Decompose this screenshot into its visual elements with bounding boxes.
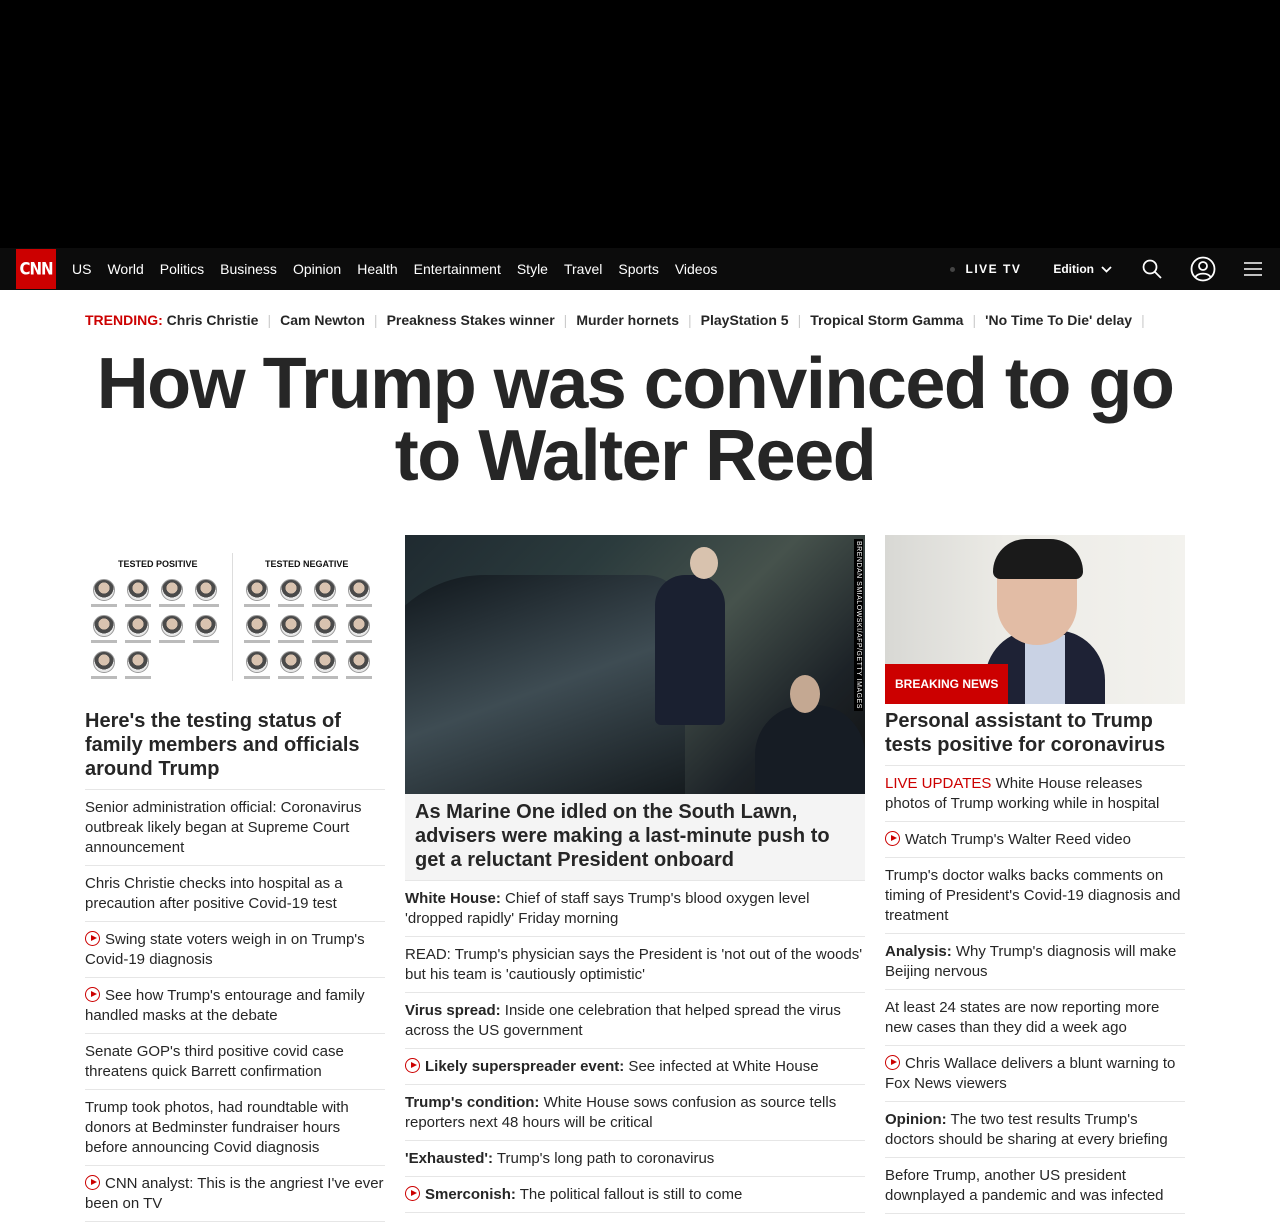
story-text: Inside one celebration that helped spread the virus across the US government <box>405 1002 841 1039</box>
play-video-icon <box>85 1175 100 1190</box>
play-video-icon <box>405 1186 420 1201</box>
story-text: Senate GOP's third positive covid case threatens quick Barrett confirmation <box>85 1043 344 1080</box>
story-prefix: 'Exhausted': <box>405 1150 493 1167</box>
portrait-thumbnail <box>121 579 155 609</box>
portrait-thumbnail <box>240 579 274 609</box>
story-link[interactable] <box>405 1141 865 1177</box>
left-card-title[interactable]: Here's the testing status of family members and officials around Trump <box>85 709 385 790</box>
story-text: See infected at White House <box>624 1058 819 1075</box>
story-prefix: Trump's condition: <box>405 1094 540 1111</box>
portrait-thumbnail <box>240 615 274 645</box>
story-prefix: Analysis: <box>885 943 952 960</box>
story-text: READ: Trump's physician says the President is 'not out of the woods' but his team is 'cautiously optimistic' <box>405 946 863 983</box>
trending-separator: | <box>972 312 977 328</box>
middle-column <box>405 535 865 1213</box>
story-text: At least 24 states are now reporting more new cases than they did a week ago <box>885 999 1160 1036</box>
story-text: Swing state voters weigh in on Trump's Covid-19 diagnosis <box>85 931 365 968</box>
trending-separator: | <box>373 312 378 328</box>
nav-link-world[interactable]: World <box>107 261 144 277</box>
left-story-list <box>85 790 385 1222</box>
ad-banner <box>0 0 1280 248</box>
story-link[interactable] <box>85 1034 385 1090</box>
story-text: The political fallout is still to come <box>515 1186 743 1203</box>
story-link[interactable] <box>85 790 385 866</box>
testing-status-image[interactable] <box>85 535 385 704</box>
nav-link-politics[interactable]: Politics <box>159 261 205 277</box>
story-prefix: Likely superspreader event: <box>425 1058 625 1075</box>
story-text: Chris Christie checks into hospital as a precaution after positive Covid-19 test <box>85 875 343 912</box>
main-headline[interactable]: How Trump was convinced to go to Walter Reed <box>96 344 1174 496</box>
nav-link-travel[interactable]: Travel <box>563 261 603 277</box>
portrait-thumbnail <box>87 615 121 645</box>
story-link[interactable] <box>405 993 865 1049</box>
story-text: Chris Wallace delivers a blunt warning to Fox News viewers <box>885 1055 1176 1092</box>
account-icon[interactable] <box>1190 256 1216 282</box>
live-tv-link[interactable]: LIVE TV <box>950 262 1021 276</box>
trending-separator: | <box>797 312 802 328</box>
nav-link-us[interactable]: US <box>72 261 92 277</box>
story-text: CNN analyst: This is the angriest I've ever been on TV <box>85 1175 384 1212</box>
story-link[interactable] <box>405 1177 865 1213</box>
story-prefix: Opinion: <box>885 1111 947 1128</box>
portrait-thumbnail <box>189 579 223 609</box>
photo-credit: BRENDAN SMIALOWSKI/AFP/GETTY IMAGES <box>855 541 862 709</box>
story-prefix: Smerconish: <box>425 1186 516 1203</box>
live-updates-label: LIVE UPDATES <box>885 775 992 792</box>
story-link[interactable] <box>885 858 1185 934</box>
nav-link-style[interactable]: Style <box>516 261 548 277</box>
portrait-thumbnail <box>274 651 308 681</box>
trending-separator: | <box>267 312 272 328</box>
trending-item[interactable]: 'No Time To Die' delay <box>985 312 1133 328</box>
edition-dropdown[interactable]: Edition <box>1053 262 1112 276</box>
story-text: See how Trump's entourage and family handled masks at the debate <box>85 987 365 1024</box>
play-video-icon <box>85 987 100 1002</box>
portrait-thumbnail <box>342 651 376 681</box>
story-link[interactable] <box>85 922 385 978</box>
trending-bar <box>85 312 1154 328</box>
story-text: Senior administration official: Coronavirus outbreak likely began at Supreme Court announcement <box>85 799 362 856</box>
tested-positive-label: TESTED POSITIVE <box>118 559 198 569</box>
story-link[interactable] <box>885 822 1185 858</box>
tested-negative-label: TESTED NEGATIVE <box>265 559 349 569</box>
trending-item[interactable]: Cam Newton <box>280 312 365 328</box>
story-text: White House sows confusion as source tells reporters next 48 hours will be critical <box>405 1094 837 1131</box>
portrait-thumbnail <box>308 651 342 681</box>
right-story-list <box>885 766 1185 1214</box>
story-link[interactable] <box>885 990 1185 1046</box>
portrait-thumbnail <box>155 615 189 645</box>
story-text: The two test results Trump's doctors should be sharing at every briefing <box>885 1111 1168 1148</box>
story-link[interactable] <box>885 1046 1185 1102</box>
story-link[interactable] <box>885 1102 1185 1158</box>
nav-link-business[interactable]: Business <box>220 261 277 277</box>
trending-separator: | <box>688 312 692 328</box>
portrait-thumbnail <box>121 651 155 681</box>
nav-links <box>72 248 733 290</box>
negative-faces <box>240 579 376 681</box>
trending-item[interactable]: Murder hornets <box>576 312 679 328</box>
portrait-thumbnail <box>240 651 274 681</box>
portrait-thumbnail <box>342 579 376 609</box>
story-text: Watch Trump's Walter Reed video <box>905 831 1131 848</box>
story-text: Why Trump's diagnosis will make Beijing nervous <box>885 943 1177 980</box>
marine-one-photo[interactable] <box>405 535 865 794</box>
nav-link-health[interactable]: Health <box>357 261 398 277</box>
portrait-thumbnail <box>274 615 308 645</box>
grid-divider <box>232 553 233 681</box>
trending-item[interactable]: Preakness Stakes winner <box>386 312 555 328</box>
story-link[interactable] <box>885 934 1185 990</box>
search-icon[interactable] <box>1142 259 1162 279</box>
portrait-thumbnail <box>274 579 308 609</box>
portrait-thumbnail <box>121 615 155 645</box>
story-text: Trump's long path to coronavirus <box>493 1150 715 1167</box>
story-text: White House releases photos of Trump working while in hospital <box>885 775 1160 812</box>
portrait-thumbnail <box>308 579 342 609</box>
play-video-icon <box>885 1055 900 1070</box>
story-link[interactable] <box>405 937 865 993</box>
story-prefix: White House: <box>405 890 501 907</box>
story-text: Chief of staff says Trump's blood oxygen level 'dropped rapidly' Friday morning <box>405 890 810 927</box>
portrait-thumbnail <box>87 651 121 681</box>
story-link[interactable] <box>85 1166 385 1222</box>
trending-separator: | <box>1141 312 1145 328</box>
story-prefix: Virus spread: <box>405 1002 501 1019</box>
top-navbar <box>0 248 1280 290</box>
story-link[interactable] <box>85 866 385 922</box>
chevron-down-icon <box>1101 266 1112 273</box>
trending-label: TRENDING: <box>85 312 163 328</box>
cnn-logo[interactable]: CNN <box>16 249 56 289</box>
breaking-news-badge: BREAKING NEWS <box>885 664 1008 704</box>
left-column <box>85 535 385 1222</box>
trending-separator: | <box>563 312 568 328</box>
middle-story-list <box>405 881 865 1213</box>
portrait-thumbnail <box>308 615 342 645</box>
live-dot-icon <box>950 267 955 272</box>
portrait-thumbnail <box>87 579 121 609</box>
nav-link-opinion[interactable]: Opinion <box>292 261 342 277</box>
story-link[interactable] <box>405 1085 865 1141</box>
story-text: Trump's doctor walks backs comments on timing of President's Covid-19 diagnosis and treatment <box>885 867 1181 924</box>
story-text: Trump took photos, had roundtable with donors at Bedminster fundraiser hours before announcing Covid diagnosis <box>85 1099 349 1156</box>
story-link[interactable] <box>85 978 385 1034</box>
portrait-thumbnail <box>342 615 376 645</box>
nav-right <box>950 248 1280 290</box>
trending-item[interactable]: Tropical Storm Gamma <box>810 312 964 328</box>
story-link[interactable] <box>405 1049 865 1085</box>
nav-link-sports[interactable]: Sports <box>618 261 659 277</box>
story-link[interactable] <box>405 881 865 937</box>
trending-item[interactable]: PlayStation 5 <box>700 312 789 328</box>
play-video-icon <box>85 931 100 946</box>
nav-link-entertainment[interactable]: Entertainment <box>413 261 501 277</box>
story-link[interactable] <box>85 1090 385 1166</box>
nav-link-videos[interactable]: Videos <box>674 261 718 277</box>
personal-assistant-photo[interactable] <box>885 535 1185 704</box>
positive-faces <box>87 579 223 681</box>
play-video-icon <box>405 1058 420 1073</box>
play-video-icon <box>885 831 900 846</box>
right-card-title[interactable]: Personal assistant to Trump tests positive for coronavirus <box>885 709 1185 766</box>
middle-card-title[interactable]: As Marine One idled on the South Lawn, advisers were making a last-minute push to get a reluctant President onboard <box>405 794 865 881</box>
portrait-thumbnail <box>189 615 223 645</box>
right-column <box>885 535 1185 1214</box>
portrait-thumbnail <box>155 579 189 609</box>
story-link[interactable] <box>885 766 1185 822</box>
trending-item[interactable]: Chris Christie <box>166 312 259 328</box>
story-text: Before Trump, another US president downplayed a pandemic and was infected <box>885 1167 1164 1204</box>
menu-icon[interactable] <box>1244 262 1262 276</box>
